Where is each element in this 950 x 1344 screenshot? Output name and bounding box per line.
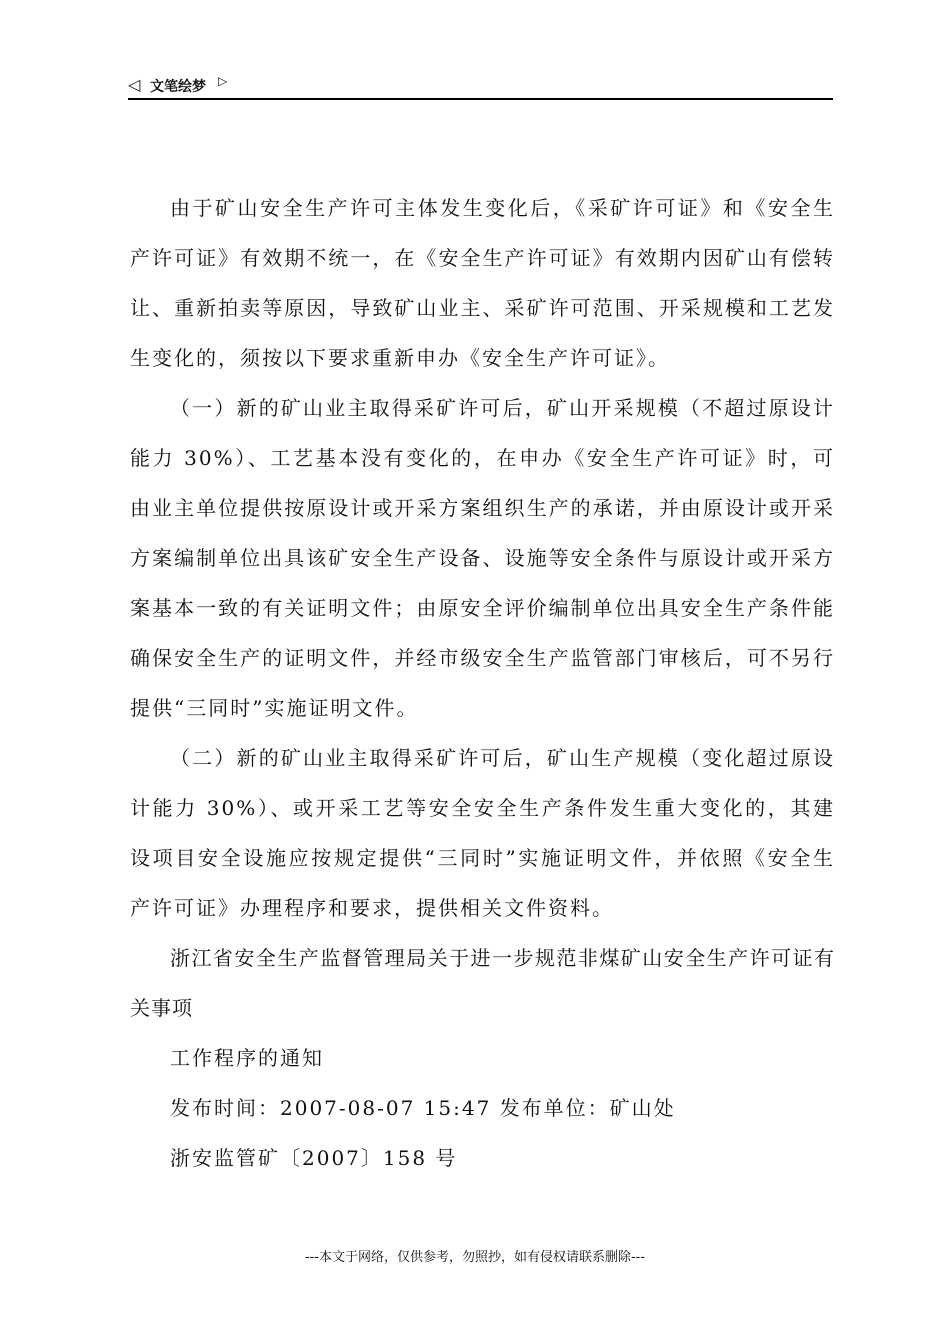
publish-info: 发布时间：2007-08-07 15:47 发布单位：矿山处 — [170, 1096, 676, 1120]
left-triangle-icon: ◁ — [128, 75, 141, 94]
paragraph-item-1: （一）新的矿山业主取得采矿许可后，矿山开采规模（不超过原设计能力 30%）、工艺基本没有变化的，在申办《安全生产许可证》时，可由业主单位提供按原设计或开采方案组织生产的承诺，并由原设计或开采方案编制单位出具该矿安全生产设备、设施等安全条件与原设计或开采方案基本一致的有关证明文件；由原安全评价编制单位出具安全生产条件能确保安全生产的证明文件，并经市级安全生产监管部门审核后，可不另行提供“三同时”实施证明文件。 — [130, 396, 835, 720]
document-number: 浙安监管矿〔2007〕158 号 — [170, 1146, 458, 1170]
paragraph-item-2: （二）新的矿山业主取得采矿许可后，矿山生产规模（变化超过原设计能力 30%）、或开采工艺等安全安全生产条件发生重大变化的，其建设项目安全设施应按规定提供“三同时”实施证明文件，并依照《安全生产许可证》办理程序和要求，提供相关文件资料。 — [130, 746, 835, 920]
header-brand: 文笔绘梦 — [150, 79, 206, 95]
document-body — [130, 183, 835, 1183]
paragraph-intro: 由于矿山安全生产许可主体发生变化后，《采矿许可证》和《安全生产许可证》有效期不统一，在《安全生产许可证》有效期内因矿山有偿转让、重新拍卖等原因，导致矿山业主、采矿许可范围、开采规模和工艺发生变化的，须按以下要求重新申办《安全生产许可证》。 — [130, 196, 835, 370]
right-triangle-icon: ▷ — [218, 74, 228, 88]
page-footer: ---本文于网络，仅供参考，勿照抄，如有侵权请联系删除--- — [304, 1250, 646, 1265]
notice-title: 浙江省安全生产监督管理局关于进一步规范非煤矿山安全生产许可证有关事项 — [130, 946, 835, 1020]
page-header — [128, 72, 833, 100]
notice-title-cont: 工作程序的通知 — [170, 1046, 324, 1070]
